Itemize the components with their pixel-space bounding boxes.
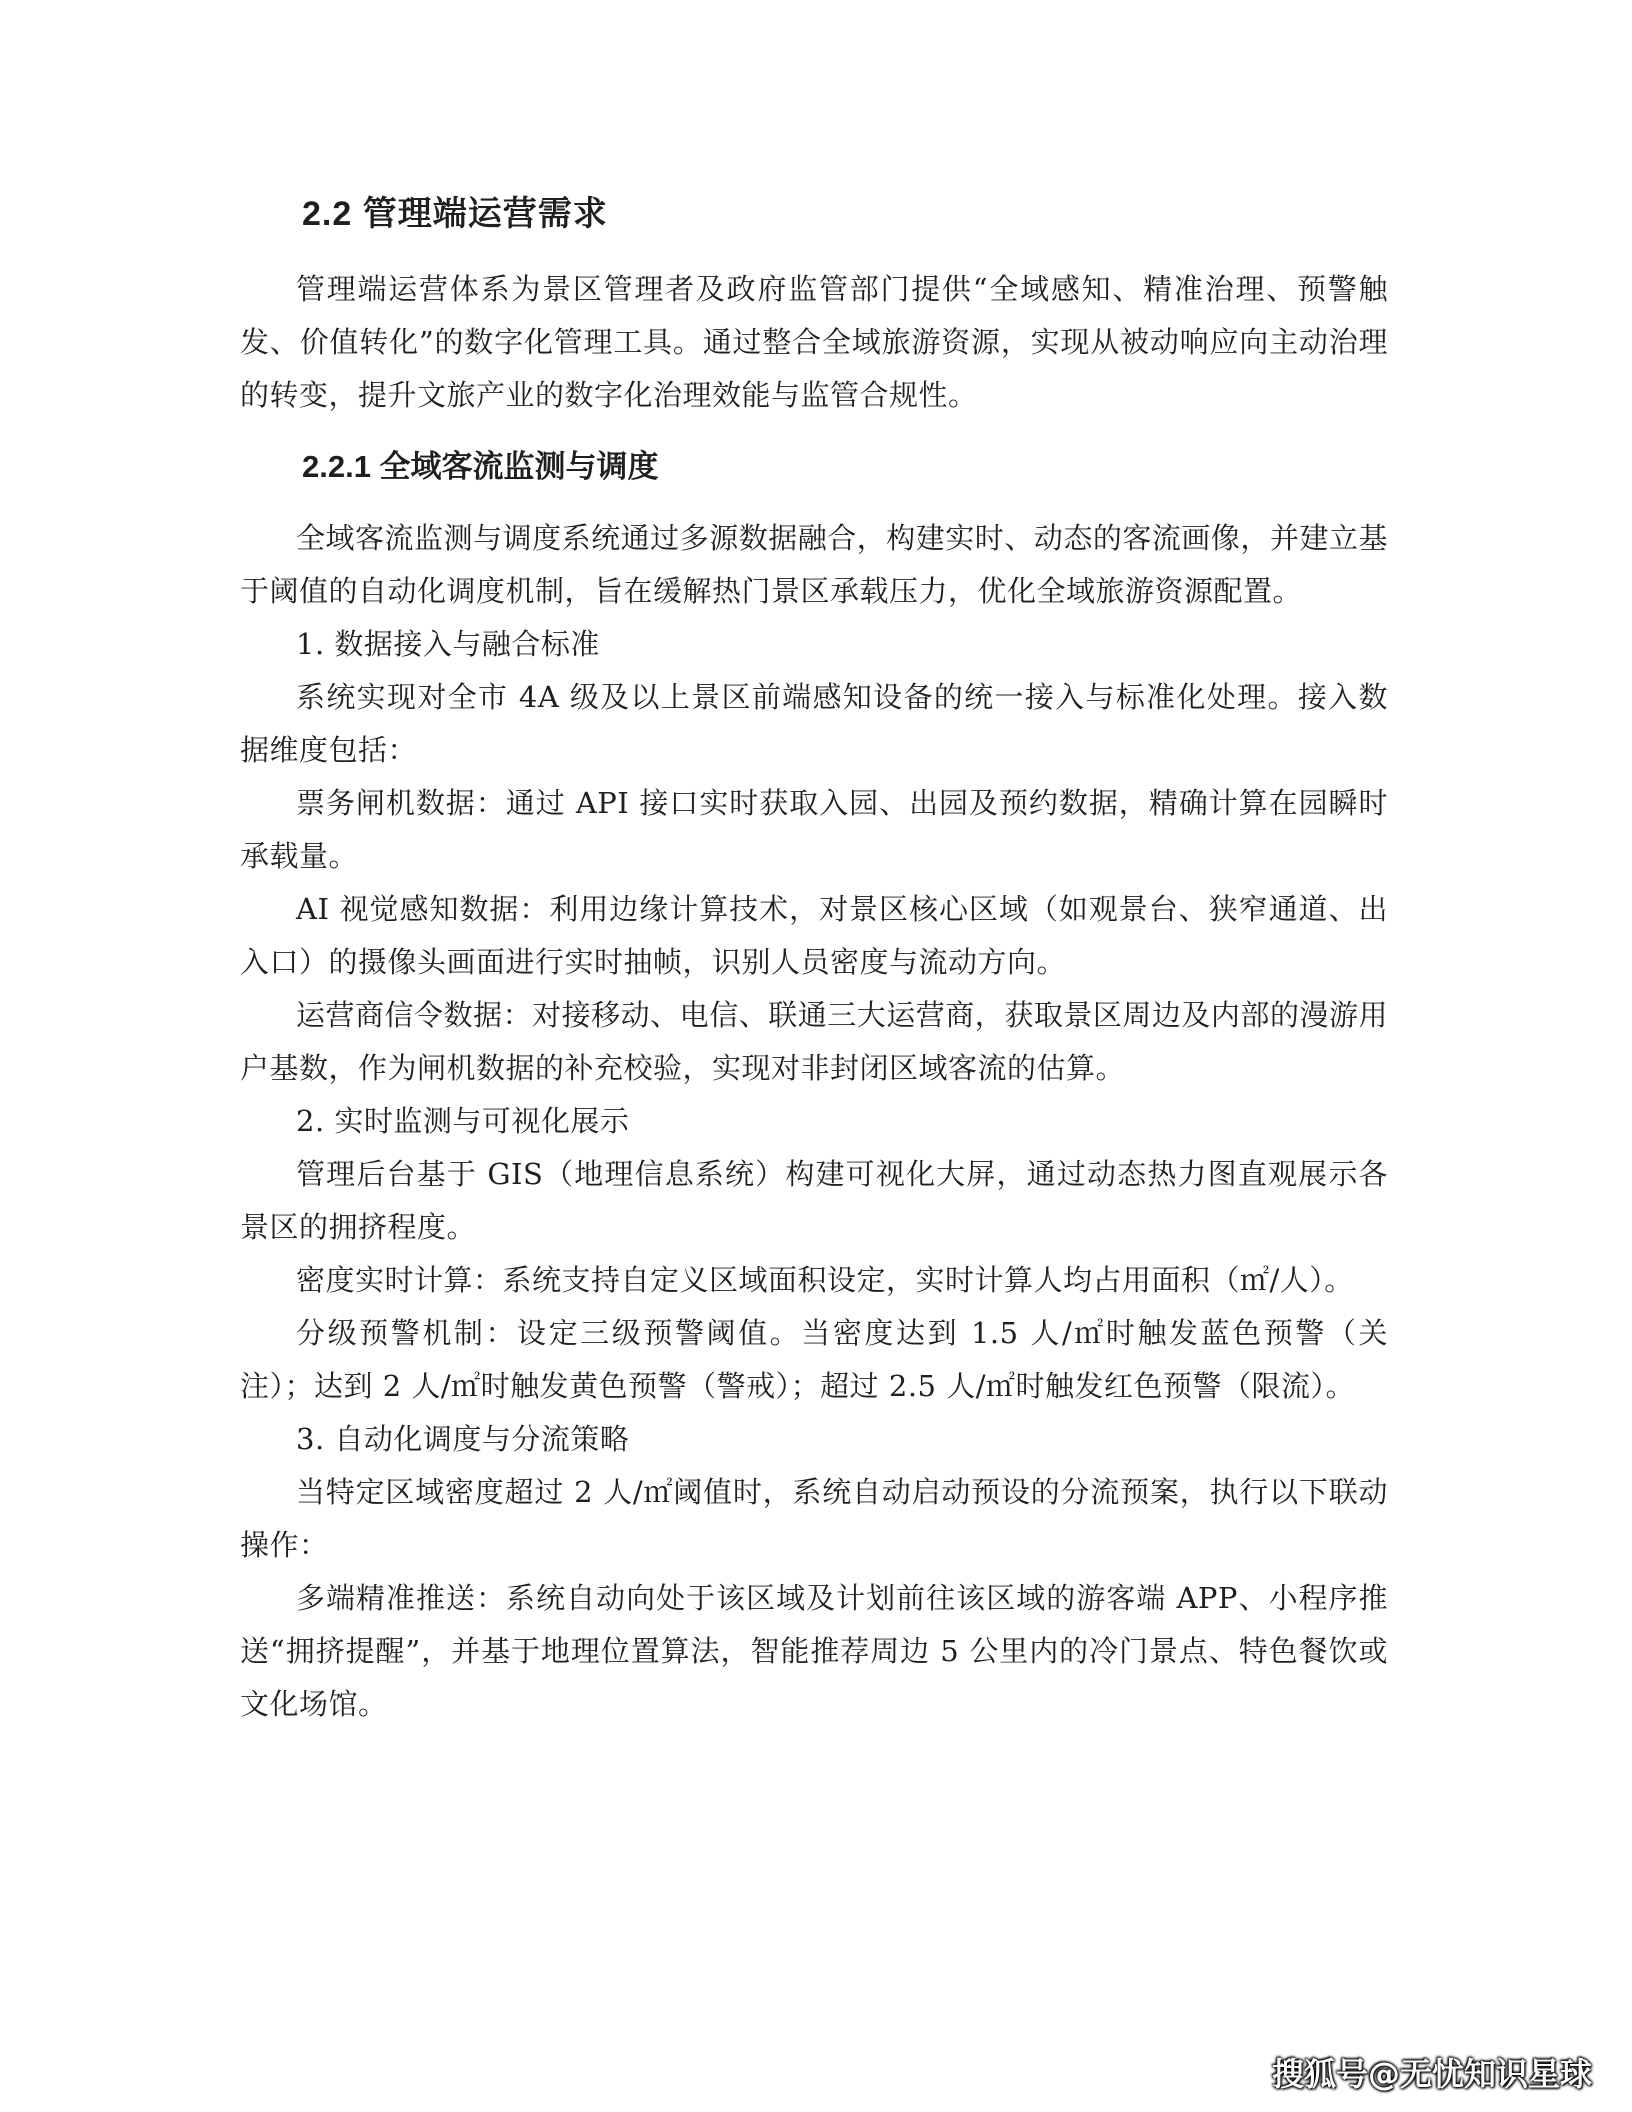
paragraph-carrier-signal-data: 运营商信令数据：对接移动、电信、联通三大运营商，获取景区周边及内部的漫游用户基数，作为闸机数据的补充校验，实现对非封闭区域客流的估算。 (240, 998, 1388, 1085)
paragraph-ai-vision-data: AI 视觉感知数据：利用边缘计算技术，对景区核心区域（如观景台、狭窄通道、出入口）的摄像头画面进行实时抽帧，识别人员密度与流动方向。 (240, 892, 1388, 979)
subsection-body (240, 512, 1388, 1731)
list-heading-data-ingestion: 1. 数据接入与融合标准 (296, 627, 600, 661)
paragraph-density-calculation: 密度实时计算：系统支持自定义区域面积设定，实时计算人均占用面积（㎡/人）。 (296, 1263, 1354, 1297)
intro-paragraph: 管理端运营体系为景区管理者及政府监管部门提供“全域感知、精准治理、预警触发、价值转化”的数字化管理工具。通过整合全域旅游资源，实现从被动响应向主动治理的转变，提升文旅产业的数字化治理效能与监管合规性。 (240, 272, 1388, 412)
paragraph-warning-levels: 分级预警机制：设定三级预警阈值。当密度达到 1.5 人/㎡时触发蓝色预警（关注）；达到 2 人/㎡时触发黄色预警（警戒）；超过 2.5 人/㎡时触发红色预警（限流）。 (240, 1316, 1388, 1403)
section-heading: 2.2 管理端运营需求 (302, 195, 608, 233)
paragraph-device-access: 系统实现对全市 4A 级及以上景区前端感知设备的统一接入与标准化处理。接入数据维度包括： (240, 680, 1388, 767)
list-heading-auto-dispatch: 3. 自动化调度与分流策略 (296, 1422, 630, 1456)
paragraph-diversion-trigger: 当特定区域密度超过 2 人/㎡阈值时，系统自动启动预设的分流预案，执行以下联动操作： (240, 1475, 1388, 1562)
section-intro-block (240, 263, 1388, 422)
subsection-heading: 2.2.1 全域客流监测与调度 (302, 449, 659, 484)
paragraph-gis-dashboard: 管理后台基于 GIS（地理信息系统）构建可视化大屏，通过动态热力图直观展示各景区的拥挤程度。 (240, 1157, 1388, 1244)
list-heading-realtime-monitoring: 2. 实时监测与可视化展示 (296, 1104, 630, 1138)
paragraph-overview: 全域客流监测与调度系统通过多源数据融合，构建实时、动态的客流画像，并建立基于阈值的自动化调度机制，旨在缓解热门景区承载压力，优化全域旅游资源配置。 (240, 521, 1388, 608)
paragraph-ticket-gate-data: 票务闸机数据：通过 API 接口实时获取入园、出园及预约数据，精确计算在园瞬时承载量。 (240, 786, 1388, 873)
watermark: 搜狐号@无忧知识星球 (1271, 2055, 1592, 2093)
paragraph-multi-channel-push: 多端精准推送：系统自动向处于该区域及计划前往该区域的游客端 APP、小程序推送“拥挤提醒”，并基于地理位置算法，智能推荐周边 5 公里内的冷门景点、特色餐饮或文化场馆。 (240, 1581, 1388, 1721)
